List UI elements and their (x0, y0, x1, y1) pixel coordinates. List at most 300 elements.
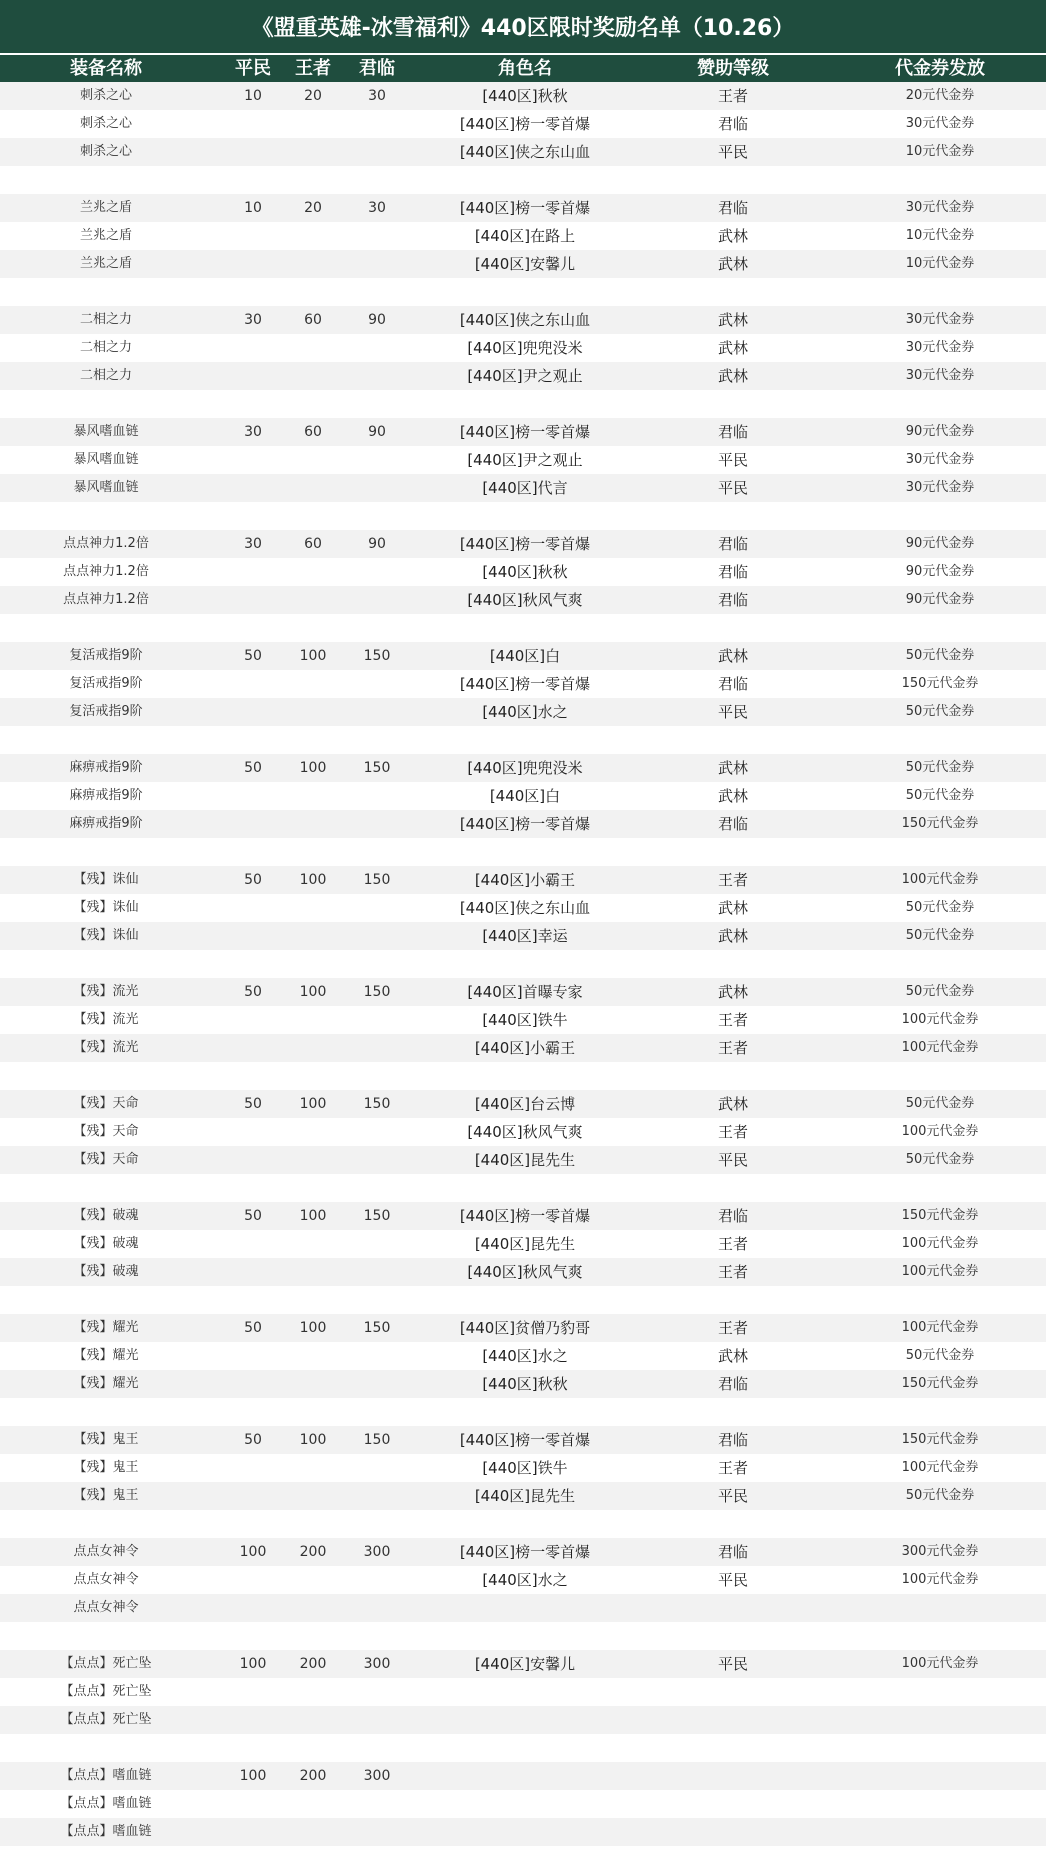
table-row (0, 642, 1046, 670)
cell-sponsor-level (650, 1062, 816, 1090)
table-row (0, 1258, 1046, 1286)
cell-pingmin: 50 (244, 1208, 262, 1224)
table-row (0, 446, 1046, 474)
cell-item-name (0, 390, 212, 418)
cell-sponsor-level: 君临 (717, 1543, 748, 1561)
cell-pingmin: 30 (244, 424, 262, 440)
cell-item-name: 【残】天命 (73, 1096, 139, 1111)
cell-role-name: [440区]白 (489, 647, 561, 665)
cell-item-name: 【点点】死亡坠 (60, 1684, 152, 1699)
cell-sponsor-level: 王者 (717, 1459, 748, 1477)
cell-voucher (860, 614, 1020, 642)
cell-sponsor-level: 武林 (717, 927, 748, 945)
cell-sponsor-level (650, 166, 816, 194)
cell-item-name: 【残】诛仙 (73, 900, 139, 915)
table-body (0, 82, 1046, 1849)
cell-sponsor-level: 武林 (717, 647, 748, 665)
cell-voucher: 300元代金券 (901, 1544, 979, 1559)
cell-role-name (420, 1286, 630, 1314)
cell-voucher: 30元代金券 (905, 480, 975, 495)
cell-voucher (860, 1678, 1020, 1706)
cell-wangzhe: 100 (299, 1096, 327, 1112)
cell-item-name (0, 1286, 212, 1314)
cell-voucher: 90元代金券 (905, 424, 975, 439)
cell-role-name: [440区]尹之观止 (467, 451, 583, 469)
cell-item-name: 【残】天命 (73, 1124, 139, 1139)
cell-item-name: 复活戒指9阶 (69, 676, 143, 691)
cell-junlin (338, 1006, 416, 1034)
cell-voucher (860, 1594, 1020, 1622)
cell-junlin (338, 1398, 416, 1426)
cell-sponsor-level: 武林 (717, 983, 748, 1001)
cell-sponsor-level (650, 838, 816, 866)
cell-sponsor-level: 君临 (717, 535, 748, 553)
cell-sponsor-level: 平民 (717, 1571, 748, 1589)
cell-junlin (338, 726, 416, 754)
cell-sponsor-level: 武林 (717, 787, 748, 805)
cell-sponsor-level (650, 950, 816, 978)
cell-role-name: [440区]昆先生 (474, 1487, 576, 1505)
cell-item-name: 麻痹戒指9阶 (69, 760, 143, 775)
cell-sponsor-level: 平民 (717, 479, 748, 497)
cell-wangzhe: 100 (299, 1432, 327, 1448)
cell-voucher (860, 166, 1020, 194)
cell-voucher: 30元代金券 (905, 452, 975, 467)
cell-voucher: 100元代金券 (901, 1460, 979, 1475)
cell-item-name: 二相之力 (79, 368, 132, 383)
cell-role-name (420, 1062, 630, 1090)
table-row (0, 362, 1046, 390)
cell-junlin: 30 (368, 200, 386, 216)
cell-sponsor-level: 君临 (717, 675, 748, 693)
cell-item-name: 兰兆之盾 (79, 256, 132, 271)
cell-role-name (420, 1174, 630, 1202)
cell-role-name (420, 1398, 630, 1426)
cell-junlin (338, 138, 416, 166)
table-row (0, 530, 1046, 558)
table-row (0, 950, 1046, 978)
cell-sponsor-level: 平民 (717, 1487, 748, 1505)
cell-item-name (0, 1174, 212, 1202)
cell-item-name: 【残】流光 (73, 1040, 139, 1055)
cell-pingmin: 50 (244, 1096, 262, 1112)
cell-voucher: 100元代金券 (901, 1124, 979, 1139)
cell-junlin (338, 1118, 416, 1146)
cell-junlin (338, 1818, 416, 1846)
cell-junlin (338, 922, 416, 950)
cell-sponsor-level (650, 390, 816, 418)
cell-sponsor-level: 王者 (717, 871, 748, 889)
cell-junlin (338, 1454, 416, 1482)
cell-role-name: [440区]榜一零首爆 (459, 1543, 591, 1561)
table-row (0, 1510, 1046, 1538)
cell-role-name (420, 726, 630, 754)
cell-voucher: 150元代金券 (901, 1208, 979, 1223)
cell-junlin (338, 1510, 416, 1538)
cell-sponsor-level: 武林 (717, 899, 748, 917)
header-wangzhe: 王者 (295, 58, 331, 79)
cell-item-name: 【残】耀光 (73, 1320, 139, 1335)
cell-junlin: 150 (363, 1096, 391, 1112)
cell-voucher (860, 1762, 1020, 1790)
cell-sponsor-level (650, 1510, 816, 1538)
cell-sponsor-level (650, 726, 816, 754)
cell-wangzhe: 100 (299, 648, 327, 664)
cell-voucher: 150元代金券 (901, 676, 979, 691)
cell-voucher: 50元代金券 (905, 900, 975, 915)
cell-sponsor-level (650, 1622, 816, 1650)
cell-voucher: 100元代金券 (901, 1012, 979, 1027)
cell-voucher (860, 502, 1020, 530)
cell-role-name: [440区]代言 (482, 479, 568, 497)
table-row (0, 278, 1046, 306)
cell-role-name: [440区]水之 (482, 1571, 568, 1589)
cell-junlin (338, 782, 416, 810)
cell-junlin (338, 446, 416, 474)
cell-item-name (0, 1062, 212, 1090)
cell-voucher: 90元代金券 (905, 592, 975, 607)
cell-junlin (338, 110, 416, 138)
table-row (0, 1370, 1046, 1398)
cell-junlin: 90 (368, 312, 386, 328)
cell-item-name (0, 1398, 212, 1426)
cell-voucher: 50元代金券 (905, 1488, 975, 1503)
cell-role-name: [440区]水之 (482, 1347, 568, 1365)
cell-junlin (338, 1034, 416, 1062)
cell-role-name: [440区]秋秋 (482, 1375, 568, 1393)
table-row (0, 1398, 1046, 1426)
cell-voucher: 30元代金券 (905, 200, 975, 215)
cell-junlin (338, 390, 416, 418)
cell-item-name: 【残】流光 (73, 1012, 139, 1027)
cell-voucher (860, 390, 1020, 418)
cell-item-name: 暴风嗜血链 (73, 452, 139, 467)
cell-wangzhe: 100 (299, 760, 327, 776)
cell-pingmin: 50 (244, 984, 262, 1000)
header-role-name: 角色名 (498, 58, 552, 79)
cell-role-name (420, 1818, 630, 1846)
table-row (0, 1762, 1046, 1790)
cell-item-name: 麻痹戒指9阶 (69, 816, 143, 831)
cell-sponsor-level: 武林 (717, 311, 748, 329)
table-row (0, 670, 1046, 698)
cell-role-name (420, 614, 630, 642)
cell-junlin: 300 (363, 1544, 391, 1560)
cell-sponsor-level: 君临 (717, 815, 748, 833)
table-row (0, 1090, 1046, 1118)
cell-pingmin: 50 (244, 1432, 262, 1448)
cell-wangzhe: 200 (299, 1768, 327, 1784)
cell-role-name: [440区]榜一零首爆 (459, 423, 591, 441)
cell-voucher (860, 1790, 1020, 1818)
cell-role-name: [440区]首曝专家 (467, 983, 583, 1001)
cell-voucher: 10元代金券 (905, 256, 975, 271)
cell-pingmin: 100 (239, 1656, 267, 1672)
cell-item-name (0, 726, 212, 754)
cell-item-name: 【残】诛仙 (73, 928, 139, 943)
cell-wangzhe: 60 (304, 536, 322, 552)
cell-item-name: 点点神力1.2倍 (63, 536, 149, 551)
cell-role-name: [440区]秋风气爽 (467, 1263, 583, 1281)
cell-voucher: 50元代金券 (905, 648, 975, 663)
cell-junlin (338, 1258, 416, 1286)
table-row (0, 1174, 1046, 1202)
cell-role-name: [440区]侠之东山血 (459, 311, 591, 329)
cell-role-name: [440区]秋风气爽 (467, 591, 583, 609)
table-row (0, 838, 1046, 866)
cell-role-name (420, 502, 630, 530)
cell-sponsor-level (650, 1174, 816, 1202)
cell-junlin: 150 (363, 760, 391, 776)
cell-junlin: 150 (363, 648, 391, 664)
table-row (0, 1482, 1046, 1510)
cell-voucher (860, 1706, 1020, 1734)
cell-junlin (338, 698, 416, 726)
cell-voucher: 50元代金券 (905, 928, 975, 943)
table-row (0, 1426, 1046, 1454)
table-row (0, 502, 1046, 530)
cell-wangzhe: 200 (299, 1656, 327, 1672)
cell-role-name: [440区]秋风气爽 (467, 1123, 583, 1141)
cell-item-name: 【残】破魂 (73, 1236, 139, 1251)
cell-sponsor-level: 君临 (717, 1431, 748, 1449)
table-row (0, 1286, 1046, 1314)
header-pingmin: 平民 (235, 58, 271, 79)
cell-role-name (420, 1678, 630, 1706)
cell-role-name: [440区]侠之东山血 (459, 143, 591, 161)
cell-junlin (338, 1678, 416, 1706)
header-item-name: 装备名称 (70, 58, 142, 79)
cell-sponsor-level (650, 1706, 816, 1734)
cell-item-name: 【残】鬼王 (73, 1460, 139, 1475)
cell-voucher: 100元代金券 (901, 1320, 979, 1335)
cell-junlin (338, 1286, 416, 1314)
cell-item-name: 兰兆之盾 (79, 200, 132, 215)
cell-junlin (338, 1622, 416, 1650)
cell-wangzhe: 60 (304, 312, 322, 328)
cell-wangzhe: 20 (304, 88, 322, 104)
cell-junlin (338, 222, 416, 250)
cell-item-name: 【点点】死亡坠 (60, 1656, 152, 1671)
table-row (0, 586, 1046, 614)
cell-junlin: 90 (368, 424, 386, 440)
cell-wangzhe: 60 (304, 424, 322, 440)
table-row (0, 614, 1046, 642)
cell-item-name: 刺杀之心 (79, 116, 132, 131)
cell-sponsor-level: 平民 (717, 1655, 748, 1673)
cell-voucher: 90元代金券 (905, 564, 975, 579)
cell-voucher (860, 1510, 1020, 1538)
cell-voucher: 50元代金券 (905, 760, 975, 775)
cell-sponsor-level: 君临 (717, 1207, 748, 1225)
cell-voucher: 100元代金券 (901, 1656, 979, 1671)
cell-voucher: 30元代金券 (905, 368, 975, 383)
cell-voucher (860, 1622, 1020, 1650)
header-voucher: 代金券发放 (895, 58, 985, 79)
cell-voucher: 50元代金券 (905, 788, 975, 803)
cell-junlin (338, 362, 416, 390)
cell-voucher (860, 1398, 1020, 1426)
table-row (0, 558, 1046, 586)
cell-item-name: 点点神力1.2倍 (63, 592, 149, 607)
cell-role-name: [440区]尹之观止 (467, 367, 583, 385)
cell-voucher (860, 1734, 1020, 1762)
cell-sponsor-level: 君临 (717, 199, 748, 217)
cell-junlin: 150 (363, 1320, 391, 1336)
cell-item-name: 【残】破魂 (73, 1264, 139, 1279)
cell-junlin (338, 166, 416, 194)
cell-junlin (338, 1734, 416, 1762)
table-row (0, 782, 1046, 810)
cell-item-name: 刺杀之心 (79, 144, 132, 159)
cell-item-name: 复活戒指9阶 (69, 648, 143, 663)
cell-role-name: [440区]兜兜没米 (467, 339, 583, 357)
cell-voucher: 50元代金券 (905, 1152, 975, 1167)
cell-junlin (338, 1146, 416, 1174)
table-row (0, 418, 1046, 446)
cell-pingmin: 10 (244, 88, 262, 104)
cell-pingmin: 30 (244, 312, 262, 328)
cell-sponsor-level (650, 1762, 816, 1790)
cell-item-name: 刺杀之心 (79, 88, 132, 103)
cell-role-name: [440区]台云博 (474, 1095, 576, 1113)
table-row (0, 1594, 1046, 1622)
cell-item-name (0, 614, 212, 642)
cell-role-name: [440区]安馨儿 (474, 255, 576, 273)
cell-role-name: [440区]安馨儿 (474, 1655, 576, 1673)
cell-sponsor-level: 王者 (717, 1235, 748, 1253)
cell-sponsor-level: 武林 (717, 255, 748, 273)
cell-junlin (338, 894, 416, 922)
cell-role-name (420, 1762, 630, 1790)
table-row (0, 1342, 1046, 1370)
cell-junlin: 150 (363, 984, 391, 1000)
cell-junlin (338, 334, 416, 362)
table-row (0, 754, 1046, 782)
cell-voucher: 50元代金券 (905, 1096, 975, 1111)
cell-wangzhe: 100 (299, 1208, 327, 1224)
cell-sponsor-level: 武林 (717, 759, 748, 777)
cell-junlin (338, 1174, 416, 1202)
cell-voucher: 150元代金券 (901, 1376, 979, 1391)
cell-sponsor-level: 平民 (717, 451, 748, 469)
cell-sponsor-level: 王者 (717, 87, 748, 105)
cell-junlin (338, 838, 416, 866)
table-row (0, 334, 1046, 362)
cell-item-name: 暴风嗜血链 (73, 424, 139, 439)
table-row (0, 1622, 1046, 1650)
table-row (0, 810, 1046, 838)
cell-voucher: 50元代金券 (905, 704, 975, 719)
cell-sponsor-level: 平民 (717, 1151, 748, 1169)
cell-junlin (338, 1594, 416, 1622)
cell-junlin (338, 278, 416, 306)
cell-role-name (420, 1594, 630, 1622)
cell-junlin: 150 (363, 1432, 391, 1448)
cell-item-name: 兰兆之盾 (79, 228, 132, 243)
cell-wangzhe: 100 (299, 1320, 327, 1336)
cell-item-name: 【残】诛仙 (73, 872, 139, 887)
table-row (0, 194, 1046, 222)
cell-sponsor-level (650, 1398, 816, 1426)
table-row (0, 978, 1046, 1006)
cell-role-name: [440区]幸运 (482, 927, 568, 945)
cell-role-name (420, 1734, 630, 1762)
cell-pingmin: 50 (244, 648, 262, 664)
cell-sponsor-level: 王者 (717, 1123, 748, 1141)
cell-sponsor-level (650, 1594, 816, 1622)
cell-item-name: 麻痹戒指9阶 (69, 788, 143, 803)
cell-role-name (420, 166, 630, 194)
cell-voucher: 150元代金券 (901, 1432, 979, 1447)
cell-sponsor-level (650, 1734, 816, 1762)
cell-junlin: 300 (363, 1656, 391, 1672)
cell-item-name (0, 502, 212, 530)
cell-sponsor-level: 君临 (717, 1375, 748, 1393)
cell-role-name: [440区]白 (489, 787, 561, 805)
cell-item-name (0, 1622, 212, 1650)
cell-junlin: 150 (363, 1208, 391, 1224)
table-row (0, 1538, 1046, 1566)
cell-role-name (420, 950, 630, 978)
cell-item-name (0, 950, 212, 978)
cell-voucher: 30元代金券 (905, 116, 975, 131)
cell-role-name: [440区]秋秋 (482, 87, 568, 105)
cell-pingmin: 100 (239, 1768, 267, 1784)
cell-role-name: [440区]在路上 (474, 227, 576, 245)
cell-sponsor-level: 君临 (717, 115, 748, 133)
header-junlin: 君临 (359, 58, 395, 79)
cell-junlin (338, 670, 416, 698)
table-row (0, 1118, 1046, 1146)
cell-junlin: 300 (363, 1768, 391, 1784)
cell-junlin: 150 (363, 872, 391, 888)
table-row (0, 1202, 1046, 1230)
cell-role-name: [440区]榜一零首爆 (459, 675, 591, 693)
cell-voucher (860, 950, 1020, 978)
table-row (0, 1006, 1046, 1034)
cell-sponsor-level: 平民 (717, 143, 748, 161)
cell-junlin (338, 558, 416, 586)
cell-item-name: 【点点】嗜血链 (60, 1796, 152, 1811)
cell-role-name: [440区]水之 (482, 703, 568, 721)
cell-role-name: [440区]兜兜没米 (467, 759, 583, 777)
cell-voucher: 150元代金券 (901, 816, 979, 831)
cell-sponsor-level: 武林 (717, 367, 748, 385)
cell-voucher: 100元代金券 (901, 1236, 979, 1251)
cell-item-name: 暴风嗜血链 (73, 480, 139, 495)
cell-wangzhe: 100 (299, 984, 327, 1000)
cell-item-name (0, 1510, 212, 1538)
cell-voucher (860, 1286, 1020, 1314)
table-row (0, 922, 1046, 950)
cell-junlin (338, 1706, 416, 1734)
cell-wangzhe: 20 (304, 200, 322, 216)
cell-sponsor-level: 君临 (717, 423, 748, 441)
cell-sponsor-level: 王者 (717, 1011, 748, 1029)
cell-junlin (338, 502, 416, 530)
cell-sponsor-level: 武林 (717, 227, 748, 245)
cell-wangzhe: 100 (299, 872, 327, 888)
cell-item-name (0, 166, 212, 194)
cell-voucher: 90元代金券 (905, 536, 975, 551)
cell-junlin: 90 (368, 536, 386, 552)
cell-role-name: [440区]榜一零首爆 (459, 815, 591, 833)
cell-item-name: 【点点】死亡坠 (60, 1712, 152, 1727)
page-title: 《盟重英雄-冰雪福利》440区限时奖励名单（10.26） (0, 0, 1046, 55)
cell-junlin (338, 1482, 416, 1510)
table-row (0, 1678, 1046, 1706)
